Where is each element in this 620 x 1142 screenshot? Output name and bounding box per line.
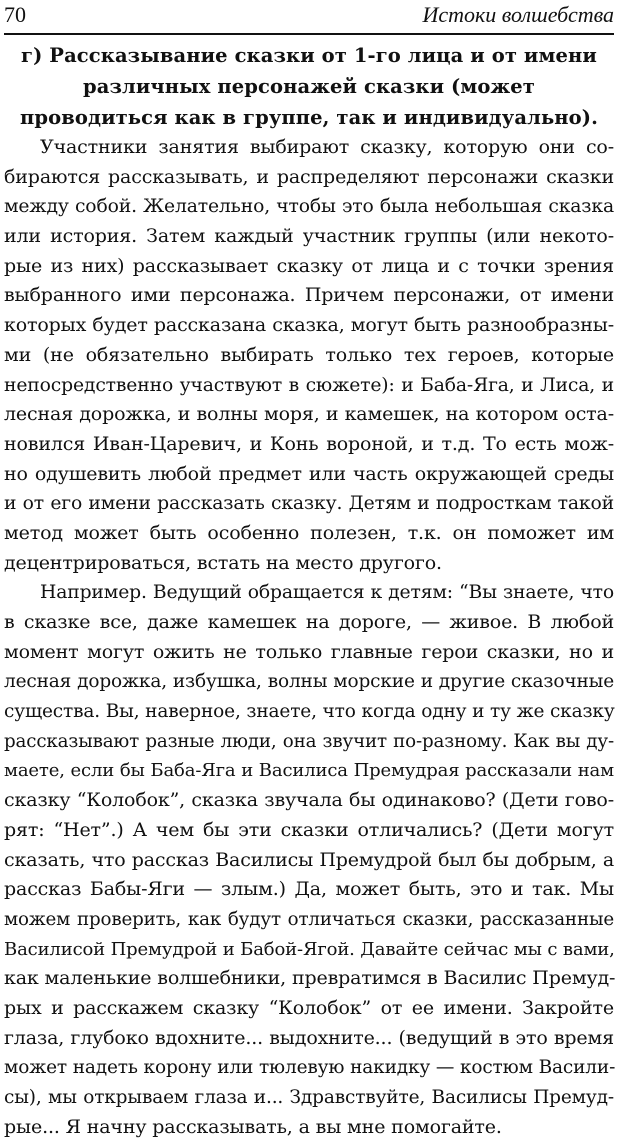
text-line: или история. Затем каждый участник группы (или некото- xyxy=(4,225,614,248)
page-header xyxy=(4,0,614,34)
text-line: рят: “Нет”.) А чем бы эти сказки отличались? (Дети могут xyxy=(4,818,614,841)
text-line: можем проверить, как будут отличаться сказки, рассказанные xyxy=(4,908,614,930)
text-line: Участники занятия выбирают сказку, которую они со- xyxy=(40,136,614,158)
section-title xyxy=(4,40,614,133)
paragraph-1 xyxy=(4,133,614,578)
text-line: момент могут ожить не только главные герои сказки, но и xyxy=(4,640,614,663)
text-line: глаза, глубоко вдохните... выдохните... (ведущий в это время xyxy=(4,1026,614,1049)
page-number: 70 xyxy=(4,2,26,27)
text-line: как маленькие волшебники, превратимся в Василис Премуд- xyxy=(4,967,616,990)
text-line: Например. Ведущий обращается к детям: “Вы знаете, что xyxy=(40,582,614,604)
text-line: метод может быть особенно полезен, т.к. он поможет им xyxy=(4,521,614,544)
header-rule xyxy=(4,33,614,35)
text-line: рассказывают разные люди, она звучит по-разному. Как вы ду- xyxy=(4,730,614,752)
text-line: непосредственно участвуют в сюжете): и Баба-Яга, и Лиса, и xyxy=(4,374,614,396)
text-line: маете, если бы Баба-Яга и Василиса Премудрая рассказали нам xyxy=(4,760,614,782)
text-line: рые из них) рассказывает сказку от лица и с точки зрения xyxy=(4,254,614,277)
text-line: которых будет рассказана сказка, могут быть разнообразны- xyxy=(4,314,614,337)
text-line: и от его имени рассказать сказку. Детям и подросткам такой xyxy=(4,493,614,515)
text-line: сказать, что рассказ Василисы Премудрой был бы добрым, а xyxy=(4,848,614,871)
text-line: но одушевить любой предмет или часть окружающей среды xyxy=(4,462,614,485)
text-line: выбранного ими персонажа. Причем персонажи, от имени xyxy=(4,284,614,307)
section xyxy=(4,40,614,1142)
running-title: Истоки волшебства xyxy=(422,2,614,27)
text-line: бираются рассказывать, и распределяют персонажи сказки xyxy=(4,165,614,188)
text-line: лесная дорожка, и волны моря, и камешек, на котором оста- xyxy=(4,403,614,426)
section-title-line: проводиться как в группе, так и индивидуально). xyxy=(20,106,598,129)
text-line: рых и расскажем сказку “Колобок” от ее имени. Закройте xyxy=(4,996,614,1019)
text-line: лесная дорожка, избушка, волны морские и другие сказочные xyxy=(4,671,614,693)
text-line: децентрироваться, встать на место другого. xyxy=(4,551,442,574)
text-line: ми (не обязательно выбирать только тех героев, которые xyxy=(4,343,614,366)
text-line: может надеть корону или тюлевую накидку — костюм Васили- xyxy=(4,1057,616,1079)
section-title-line: различных персонажей сказки (может xyxy=(82,75,535,98)
text-line: рые... Я начну рассказывать, а вы мне помогайте. xyxy=(4,1115,502,1138)
text-line: сказку “Колобок”, сказка звучала бы одинаково? (Дети гово- xyxy=(4,789,614,812)
text-line: существа. Вы, наверное, знаете, что когда одну и ту же сказку xyxy=(4,701,615,723)
text-line: Василисой Премудрой и Бабой-Ягой. Давайте сейчас мы с вами, xyxy=(4,938,615,960)
text-line: в сказке все, даже камешек на дороге, — живое. В любой xyxy=(4,611,614,633)
text-line: сы), мы открываем глаза и... Здравствуйте, Василисы Премуд- xyxy=(4,1087,614,1108)
text-line: новился Иван-Царевич, и Конь вороной, и т.д. То есть мож- xyxy=(4,432,614,455)
text-line: между собой. Желательно, чтобы это была небольшая сказка xyxy=(4,196,614,218)
paragraph-2 xyxy=(4,578,614,1142)
section-title-line: г) Рассказывание сказки от 1-го лица и от имени xyxy=(21,44,597,67)
text-line: рассказ Бабы-Яги — злым.) Да, может быть, это и так. Мы xyxy=(4,878,614,901)
